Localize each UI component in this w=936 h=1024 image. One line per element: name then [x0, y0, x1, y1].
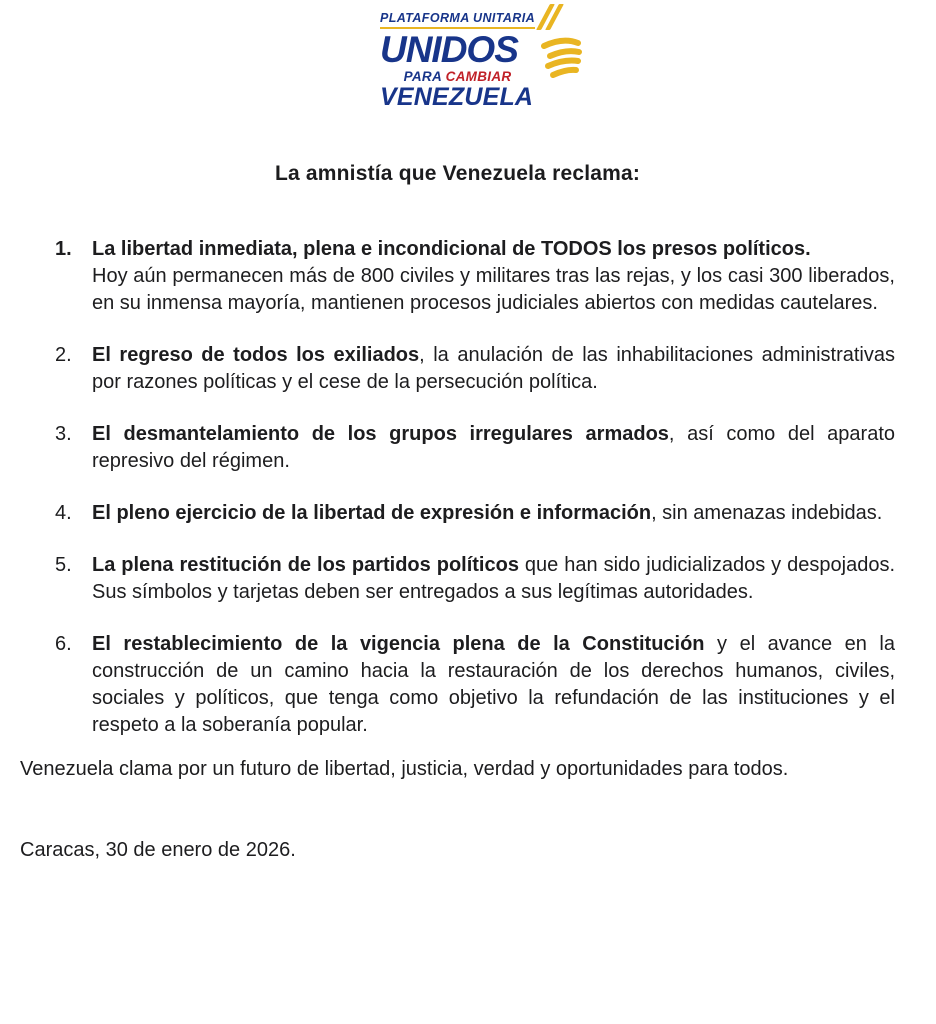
- list-item-1: [55, 236, 895, 317]
- item-body: [92, 500, 895, 527]
- item-bold-text: El restablecimiento de la vigencia plena de la Constitución: [92, 633, 705, 655]
- logo-top-row: [380, 10, 535, 29]
- item-detail: Hoy aún permanecen más de 800 civiles y militares tras las rejas, y los casi 300 liberados, en su inmensa mayoría, mantienen procesos judiciales abiertos con medidas cautelares.: [92, 265, 895, 314]
- item-bold-text: El pleno ejercicio de la libertad de expresión e información: [92, 502, 652, 524]
- logo-para-word: PARA: [403, 68, 442, 84]
- item-body: [92, 342, 895, 396]
- item-rest-text: , así como del aparato represivo del régimen.: [92, 423, 896, 472]
- list-item-4: [55, 500, 895, 527]
- page-title: La amnistía que Venezuela reclama:: [274, 162, 641, 185]
- item-body: [92, 552, 895, 606]
- item-number: 3.: [55, 423, 72, 445]
- double-slash-icon: [543, 4, 557, 30]
- item-rest-text: , sin amenazas indebidas.: [651, 502, 883, 524]
- logo-venezuela-word: VENEZUELA: [379, 83, 534, 111]
- item-lead: [92, 236, 895, 263]
- item-bold-text: La libertad inmediata, plena e incondicional de TODOS los presos políticos.: [92, 238, 811, 260]
- item-body: [92, 236, 895, 317]
- list-item-2: [55, 342, 895, 396]
- amnesty-list: [55, 236, 895, 739]
- list-item-5: [55, 552, 895, 606]
- list-item-3: [55, 421, 895, 475]
- item-number: 6.: [55, 633, 72, 655]
- item-number: 2.: [55, 344, 72, 366]
- item-bold-text: El desmantelamiento de los grupos irregulares armados: [92, 423, 669, 445]
- item-number: 5.: [55, 554, 72, 576]
- item-lead: [92, 552, 895, 606]
- date-line: Caracas, 30 de enero de 2026.: [20, 839, 296, 861]
- plataforma-unitaria-logo: [380, 10, 535, 110]
- item-lead: [92, 631, 895, 739]
- logo-top-line: PLATAFORMA UNITARIA: [380, 12, 535, 29]
- logo-cambiar-word: CAMBIAR: [445, 68, 512, 84]
- logo-unidos-word: UNIDOS: [379, 28, 518, 70]
- item-lead: [92, 342, 895, 396]
- item-rest-text: que han sido judicializados y despojados. Sus símbolos y tarjetas deben ser entregados a sus legítimas autoridades.: [92, 554, 895, 603]
- item-body: [92, 631, 895, 739]
- item-lead: [92, 500, 895, 527]
- hand-swoosh-icon: [539, 36, 583, 84]
- item-number: 4.: [55, 502, 72, 524]
- closing-paragraph: Venezuela clama por un futuro de libertad, justicia, verdad y oportunidades para todos.: [20, 758, 789, 780]
- item-rest-text: , la anulación de las inhabilitaciones administrativas por razones políticas y el cese de la persecución política.: [92, 344, 895, 393]
- item-rest-text: y el avance en la construcción de un camino hacia la restauración de los derechos humanos, civiles, sociales y políticos, que tenga como objetivo la refundación de las instituciones y el respeto a la soberanía popular.: [92, 633, 895, 736]
- item-bold-text: El regreso de todos los exiliados: [92, 344, 420, 366]
- list-item-6: [55, 631, 895, 739]
- item-bold-text: La plena restitución de los partidos políticos: [92, 554, 519, 576]
- logo-para-cambiar-line: [380, 70, 535, 84]
- item-lead: [92, 421, 895, 475]
- item-body: [92, 421, 895, 475]
- item-number: 1.: [55, 238, 72, 260]
